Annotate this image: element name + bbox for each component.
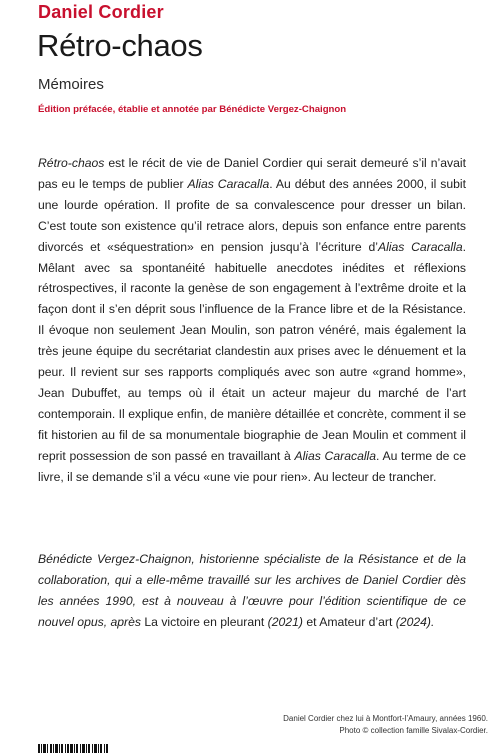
- bio-year-2: (2024).: [392, 614, 435, 629]
- summary-alias-1: Alias Caracalla: [187, 176, 270, 191]
- book-subtitle: Mémoires: [38, 76, 104, 93]
- summary-text-4: . Au terme de ce livre, il se demande s’il a vécu «une vie pour rien». Au lecteur de trancher.: [38, 448, 466, 484]
- bio-book-2: Amateur d’art: [319, 614, 393, 629]
- book-title: Rétro-chaos: [37, 28, 203, 63]
- bio-year-1: (2021): [264, 614, 307, 629]
- photo-credit-line-1: Daniel Cordier chez lui à Montfort-l’Amaury, années 1960.: [283, 714, 488, 723]
- summary-text-1: est le récit de vie de Daniel Cordier qui serait demeuré s’il n’avait pas eu le temps de publier: [38, 156, 466, 191]
- summary-title: Rétro-chaos: [38, 156, 105, 170]
- edition-line: Édition préfacée, établie et annotée par Bénédicte Vergez-Chaignon: [38, 104, 347, 115]
- author-name: Daniel Cordier: [38, 2, 164, 22]
- barcode-icon: [38, 744, 108, 753]
- bio-and: et: [306, 614, 320, 629]
- photo-credit: [283, 713, 488, 736]
- bio-paragraph: [38, 549, 466, 633]
- summary-text-2: . Au début des années 2000, il subit une lourde opération. Il profite de sa convalescence pour dresser un bilan. C’est toute son existence qu’il retrace alors, depuis son enfance entre parents divorcés et «séquestration» en pension jusqu’à l’écriture d’: [38, 176, 466, 254]
- summary-text-3: . Mêlant avec sa spontanéité habituelle anecdotes inédites et réflexions rétrospectives, il raconte la genèse de son engagement à l’extrême droite et la façon dont il s’en déprit sous l’influence de la France libre et de la Résistance. Il évoque non seulement Jean Moulin, son patron vénéré, mais également la très jeune équipe du secrétariat clandestin aux prises avec le dénuement et la peur. Il revient sur ses rapports compliqués avec son autre «grand homme», Jean Dubuffet, au temps où il était un acteur majeur du marché de l’art contemporain. Il explique enfin, de manière détaillée et concrète, comment il se fit historien au fil de sa monumentale biographie de Jean Moulin et comment il reprit possession de son passé en travaillant à: [38, 239, 466, 463]
- bio-book-1: La victoire en pleurant: [144, 614, 265, 629]
- bio-text-1: Bénédicte Vergez-Chaignon, historienne spécialiste de la Résistance et de la collaboration, qui a elle-même travaillé sur les archives de Daniel Cordier dès les années 1990, est à nouveau à l’œuvre pour l’édition scientifique de ce nouvel opus, après: [38, 552, 466, 629]
- summary-alias-2: Alias Caracalla: [377, 239, 463, 254]
- photo-credit-line-2: Photo © collection famille Sivalax-Cordier.: [339, 725, 488, 735]
- summary-alias-3: Alias Caracalla: [294, 448, 377, 463]
- summary-paragraph: [38, 153, 466, 488]
